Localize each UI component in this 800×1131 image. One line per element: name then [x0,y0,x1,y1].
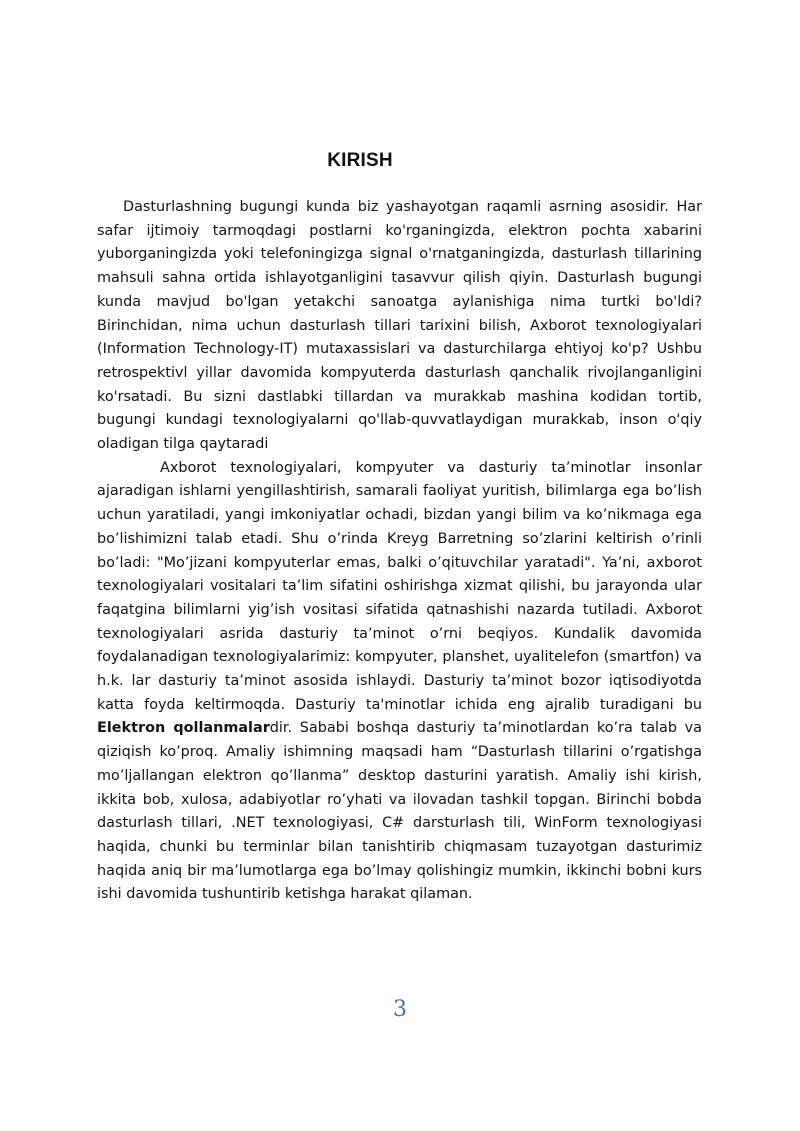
bold-term: Elektron qollanmalar [97,720,270,737]
paragraph-1: Dasturlashning bugungi kunda biz yashayotgan raqamli asrning asosidir. Har safar ijtimoiy tarmoqdagi postlarni ko'rganingizda, elektron pochta xabarini yuborganingizda yoki telefoningizga signal o'rnatganingizda, dasturlash tillarining mahsuli sahna ortida ishlayotganligini tasavvur qilish qiyin. Dasturlash bugungi kunda mavjud bo'lgan yetakchi sanoatga aylanishiga nima turtki bo'ldi? Birinchidan, nima uchun dasturlash tillari tarixini bilish, Axborot texnologiyalari (Information Technology-IT) mutaxassislari va dasturchilarga ehtiyoj ko'p? Ushbu retrospektivl yillar davomida kompyuterda dasturlash qanchalik rivojlanganligini ko'rsatadi. Bu sizni dastlabki tillardan va murakkab mashina kodidan tortib, bugungi kundagi texnologiyalarni qo'llab-quvvatlaydigan murakkab, inson o'qiy oladigan tilga qaytaradi [97,199,702,453]
page-number: 3 [393,997,407,1022]
paragraph-2-text-end: dir. Sababi boshqa dasturiy ta’minotlardan ko’ra talab va qiziqish ko’proq. Amaliy ishimning maqsadi ham “Dasturlash tillarini o’rgatishga mo’ljallangan elektron qo’llanma” desktop dasturini yaratish. Amaliy ishi kirish, ikkita bob, xulosa, adabiyotlar ro’yhati va ilovadan tashkil topgan. Birinchi bobda dasturlash tillari, .NET texnologiyasi, C# darsturlash tili, WinForm texnologiyasi haqida, chunki bu terminlar bilan tanishtirib chiqmasam tuzayotgan dasturimiz haqida aniq bir ma’lumotlarga ega bo’lmay qolishingiz mumkin, ikkinchi bobni kurs ishi davomida tushuntirib ketishga harakat qilaman. [97,720,703,903]
paragraph-2 [97,457,702,907]
paragraph-2-text-start: Axborot texnologiyalari, kompyuter va dasturiy ta’minotlar insonlar ajaradigan ishlarni yengillashtirish, samarali faoliyat yuritish, bilimlarga ega bo’lish uchun yaratiladi, yangi imkoniyatlar ochadi, bizdan yangi bilim va ko’nikmaga ega bo’lishimizni talab etadi. Shu o’rinda Kreyg Barretning so’zlarini keltirish o’rinli bo’ladi: "Mo’jizani kompyuterlar emas, balki o’qituvchilar yaratadi". Ya’ni, axborot texnologiyalari vositalari ta’lim sifatini oshirishga xizmat qilishi, bu jarayonda ular faqatgina bilimlarni yig’ish vositasi sifatida qatnashishi nazarda tutiladi. Axborot texnologiyalari asrida dasturiy ta’minot o’rni beqiyos. Kundalik davomida foydalanadigan texnologiyalarimiz: kompyuter, planshet, uyalitelefon (smartfon) va h.k. lar dasturiy ta’minot asosida ishlaydi. Dasturiy ta’minot bozor iqtisodiyotda katta foyda keltirmoqda. Dasturiy ta'minotlar ichida eng ajralib turadigani bu [97,459,702,713]
body-text [97,196,702,907]
section-title: KIRISH [327,150,393,171]
